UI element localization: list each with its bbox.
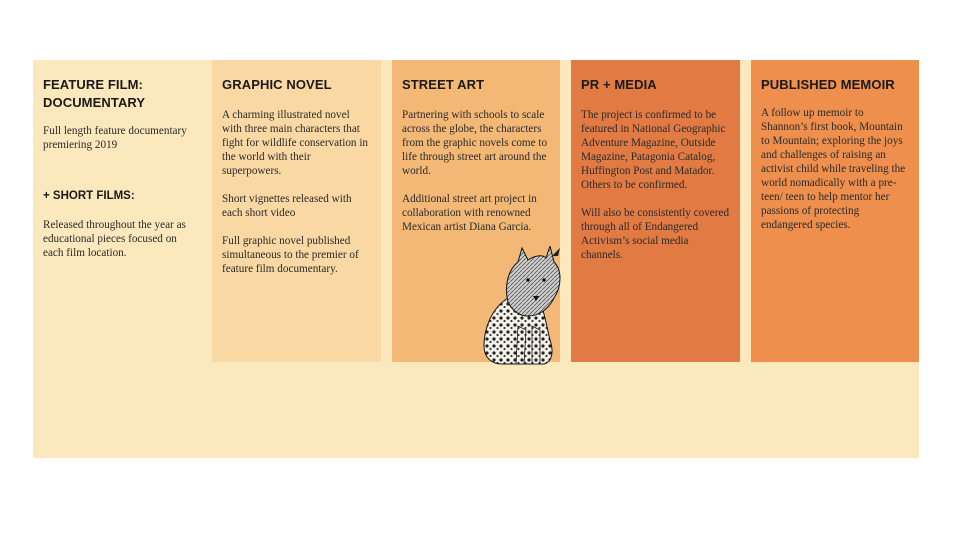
column-text: Released throughout the year as educational pieces focused on each film location.: [43, 219, 186, 259]
wolf-leopard-sketch-icon: [478, 246, 564, 368]
column-text: Short vignettes released with each short video: [222, 193, 352, 219]
column-feature-film: [33, 60, 201, 362]
column-title: PUBLISHED MEMOIR: [761, 77, 895, 92]
column-title: [43, 76, 191, 112]
column-graphic-novel: [212, 60, 381, 362]
column-published-memoir: [751, 60, 919, 362]
column-pr-media: [571, 60, 740, 362]
column-text: A charming illustrated novel with three main characters that fight for wildlife conservation in the world with their superpowers.: [222, 109, 369, 177]
title-line-2: DOCUMENTARY: [43, 95, 146, 110]
column-title: PR + MEDIA: [581, 77, 657, 92]
column-text: Full graphic novel published simultaneous to the premier of feature film documentary.: [222, 235, 359, 275]
column-title: GRAPHIC NOVEL: [222, 77, 332, 92]
column-text: A follow up memoir to Shannon’s first book, Mountain to Mountain; exploring the joys and challenges of raising an activist child while traveling the world nomadically with a pre-teen/ teen to help mentor her passions of protecting endangered species.: [761, 107, 906, 231]
column-text: The project is confirmed to be featured in National Geographic Adventure Magazine, Outside Magazine, Patagonia Catalog, Huffington Post and Matador. Others to be confirmed.: [581, 109, 726, 191]
column-subtitle: + SHORT FILMS:: [43, 190, 135, 202]
column-title: STREET ART: [402, 77, 485, 92]
column-text: Full length feature documentary premiering 2019: [43, 125, 187, 151]
column-text: Additional street art project in collaboration with renowned Mexican artist Diana Garcia.: [402, 193, 537, 233]
title-line-1: FEATURE FILM:: [43, 77, 143, 92]
column-text: Partnering with schools to scale across the globe, the characters from the graphic novels come to life through street art around the world.: [402, 109, 548, 177]
column-text: Will also be consistently covered through all of Endangered Activism’s social media channels.: [581, 207, 730, 261]
